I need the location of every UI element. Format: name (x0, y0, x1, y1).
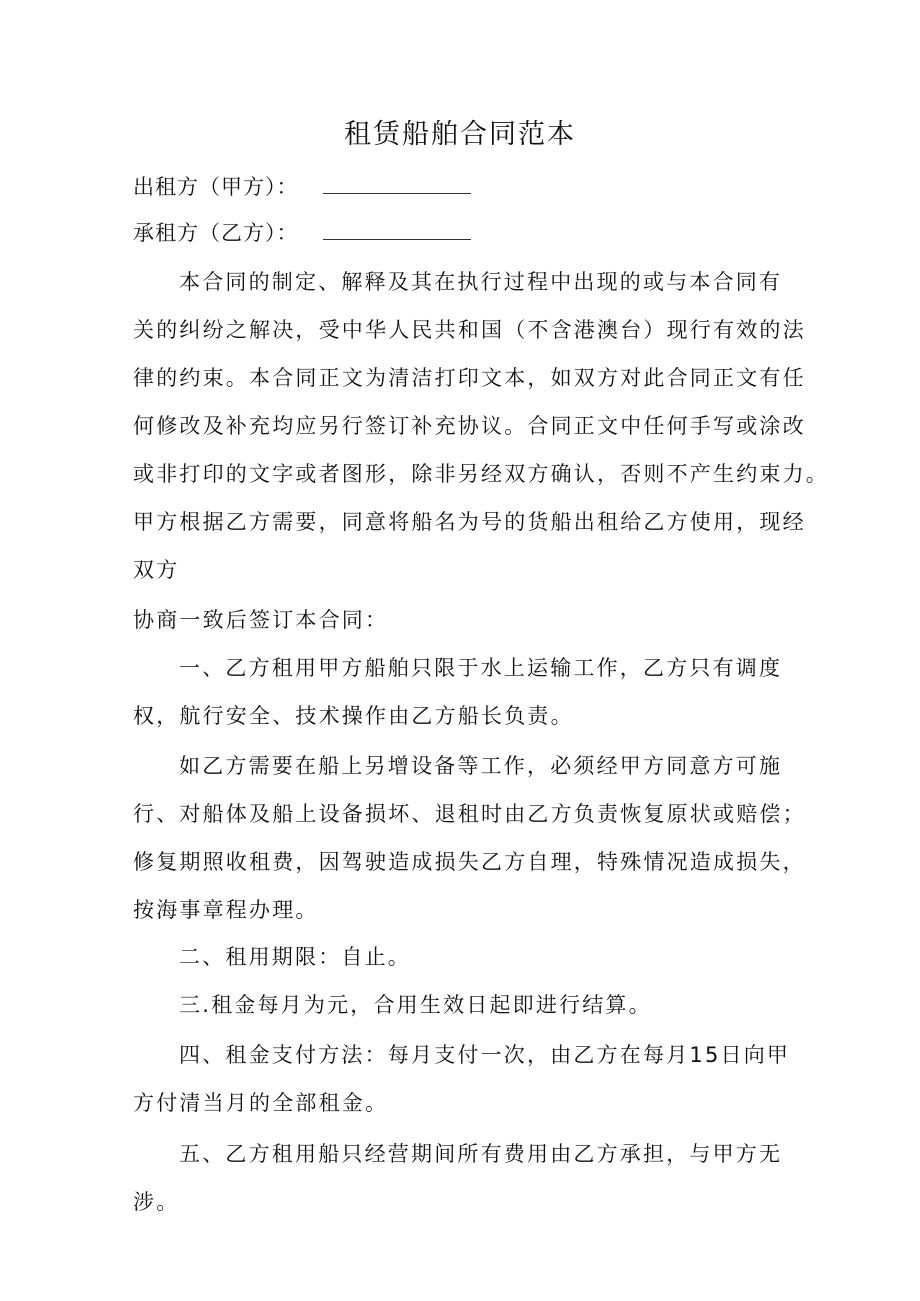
clause-line: 涉。 (133, 1190, 180, 1214)
clause-line: 行、对船体及船上设备损坏、退租时由乙方负责恢复原状或赔偿； (133, 802, 806, 826)
lessor-row (133, 172, 471, 202)
clause-5-paragraph (133, 1130, 797, 1226)
preamble-line: 本合同的制定、解释及其在执行过程中出现的或与本合同有 (179, 270, 783, 294)
preamble-line: 关的纠纷之解决，受中华人民共和国（不含港澳台）现行有效的法 (133, 318, 806, 342)
clause-4-paragraph (133, 1031, 797, 1127)
clause-1-paragraph (133, 644, 797, 740)
lessor-label: 出租方（甲方）： (133, 175, 299, 199)
clause-line: 如乙方需要在船上另增设备等工作，必须经甲方同意方可施 (179, 754, 783, 778)
clause-line: 按海事章程办理。 (133, 898, 319, 922)
clause-line: 权，航行安全、技术操作由乙方船长负责。 (133, 704, 574, 728)
clause-line: 方付清当月的全部租金。 (133, 1091, 389, 1115)
clause-line: 五、乙方租用船只经营期间所有费用由乙方承担，与甲方无 (179, 1142, 783, 1166)
preamble-line: 甲方根据乙方需要，同意将船名为号的货船出租给乙方使用，现经 (133, 510, 806, 534)
preamble-line: 何修改及补充均应另行签订补充协议。合同正文中任何手写或涂改 (133, 414, 806, 438)
preamble-line: 双方 (133, 558, 180, 582)
clause-2-paragraph (133, 933, 797, 981)
clause-1b-paragraph (133, 742, 806, 934)
clause-line: 一、乙方租用甲方船舶只限于水上运输工作，乙方只有调度 (179, 656, 783, 680)
clause-3-paragraph (133, 981, 797, 1029)
clause-line: 四、租金支付方法：每月支付一次，由乙方在每月15日向甲 (179, 1043, 791, 1067)
lessee-row (133, 218, 471, 248)
consult-line: 协商一致后签订本合同： (133, 608, 389, 632)
lessee-label: 承租方（乙方）： (133, 221, 299, 245)
lessor-blank-line (323, 173, 471, 194)
preamble-paragraph (133, 258, 829, 594)
document-title: 租赁船舶合同范本 (344, 119, 576, 150)
clause-line: 二、租用期限：自止。 (179, 945, 411, 969)
preamble-line: 或非打印的文字或者图形，除非另经双方确认，否则不产生约束力。 (133, 462, 829, 486)
preamble-line: 律的约束。本合同正文为清洁打印文本，如双方对此合同正文有任 (133, 366, 806, 390)
clause-line: 三.租金每月为元，合用生效日起即进行结算。 (179, 993, 652, 1017)
lessee-blank-line (323, 219, 471, 240)
consult-paragraph (133, 596, 797, 644)
clause-line: 修复期照收租费，因驾驶造成损失乙方自理，特殊情况造成损失， (133, 850, 806, 874)
